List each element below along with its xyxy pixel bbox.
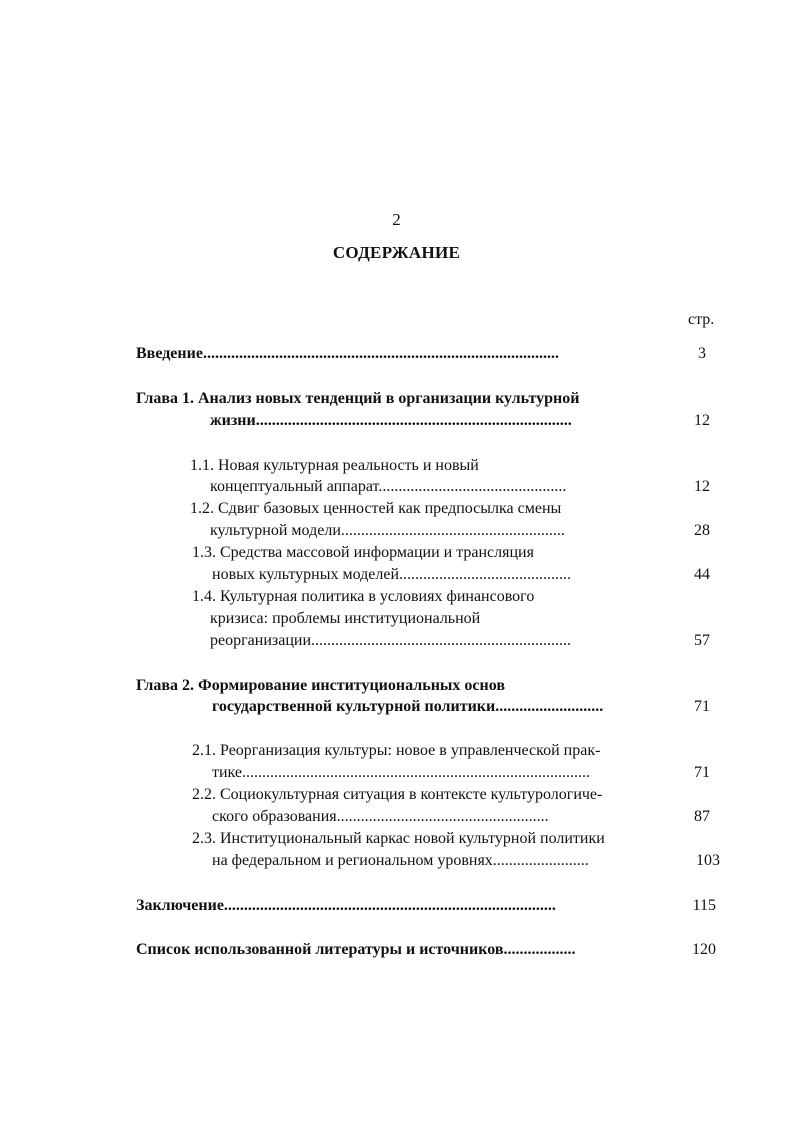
toc-s1-3-page: 44 (694, 566, 710, 583)
toc-ch2-page: 71 (694, 698, 710, 715)
toc-s1-1-line1: 1.1. Новая культурная реальность и новый (190, 457, 479, 474)
toc-s1-4-line1: 1.4. Культурная политика в условиях финансового (192, 588, 535, 605)
page-title: СОДЕРЖАНИЕ (332, 243, 461, 262)
toc-s2-2-line1: 2.2. Социокультурная ситуация в контексте культурологиче- (192, 786, 603, 803)
toc-s1-4-page: 57 (694, 632, 710, 649)
toc-s2-2-page: 87 (694, 808, 710, 825)
toc-s1-2-line1: 1.2. Сдвиг базовых ценностей как предпосылка смены (190, 500, 562, 517)
toc-s1-4-line2: кризиса: проблемы институциональной (210, 610, 481, 627)
toc-s1-2-page: 28 (694, 522, 710, 539)
toc-ch1-line2: жизни............................................................................... (210, 412, 572, 429)
toc-ch1-page: 12 (694, 412, 710, 429)
toc-s2-3-line1: 2.3. Институциональный каркас новой культурной политики (192, 830, 605, 847)
toc-ch2-line2: государственной культурной политики........................... (212, 698, 604, 715)
toc-ch2-line1: Глава 2. Формирование институциональных основ (136, 677, 505, 694)
toc-s2-2-line2: ского образования..................................................... (212, 808, 549, 825)
toc-s1-1-line2: концептуальный аппарат............................................... (210, 478, 567, 495)
toc-s2-3-page: 103 (696, 852, 720, 869)
page-column-label: стр. (688, 311, 715, 328)
toc-s1-3-line2: новых культурных моделей........................................... (212, 566, 572, 583)
toc-conclusion: Заключение................................................................................... (136, 897, 556, 914)
toc-references: Список использованной литературы и источников.................. (136, 941, 576, 958)
toc-s2-1-line1: 2.1. Реорганизация культуры: новое в управленческой прак- (192, 742, 601, 759)
toc-ch1-line1: Глава 1. Анализ новых тенденций в организации культурной (136, 390, 580, 407)
toc-references-page: 120 (692, 941, 716, 958)
toc-intro: Введение......................................................................................... (136, 345, 559, 362)
toc-intro-page: 3 (698, 345, 706, 362)
page-number: 2 (392, 210, 401, 229)
toc-s1-2-line2: культурной модели........................................................ (210, 522, 565, 539)
toc-s2-1-page: 71 (694, 764, 710, 781)
toc-s1-4-line3: реорганизации................................................................. (210, 632, 571, 649)
toc-s2-1-line2: тике....................................................................................... (212, 764, 591, 781)
toc-s2-3-line2: на федеральном и региональном уровнях........................ (212, 852, 589, 869)
toc-s1-3-line1: 1.3. Средства массовой информации и трансляция (192, 544, 534, 561)
toc-conclusion-page: 115 (692, 897, 716, 914)
toc-s1-1-page: 12 (694, 478, 710, 495)
